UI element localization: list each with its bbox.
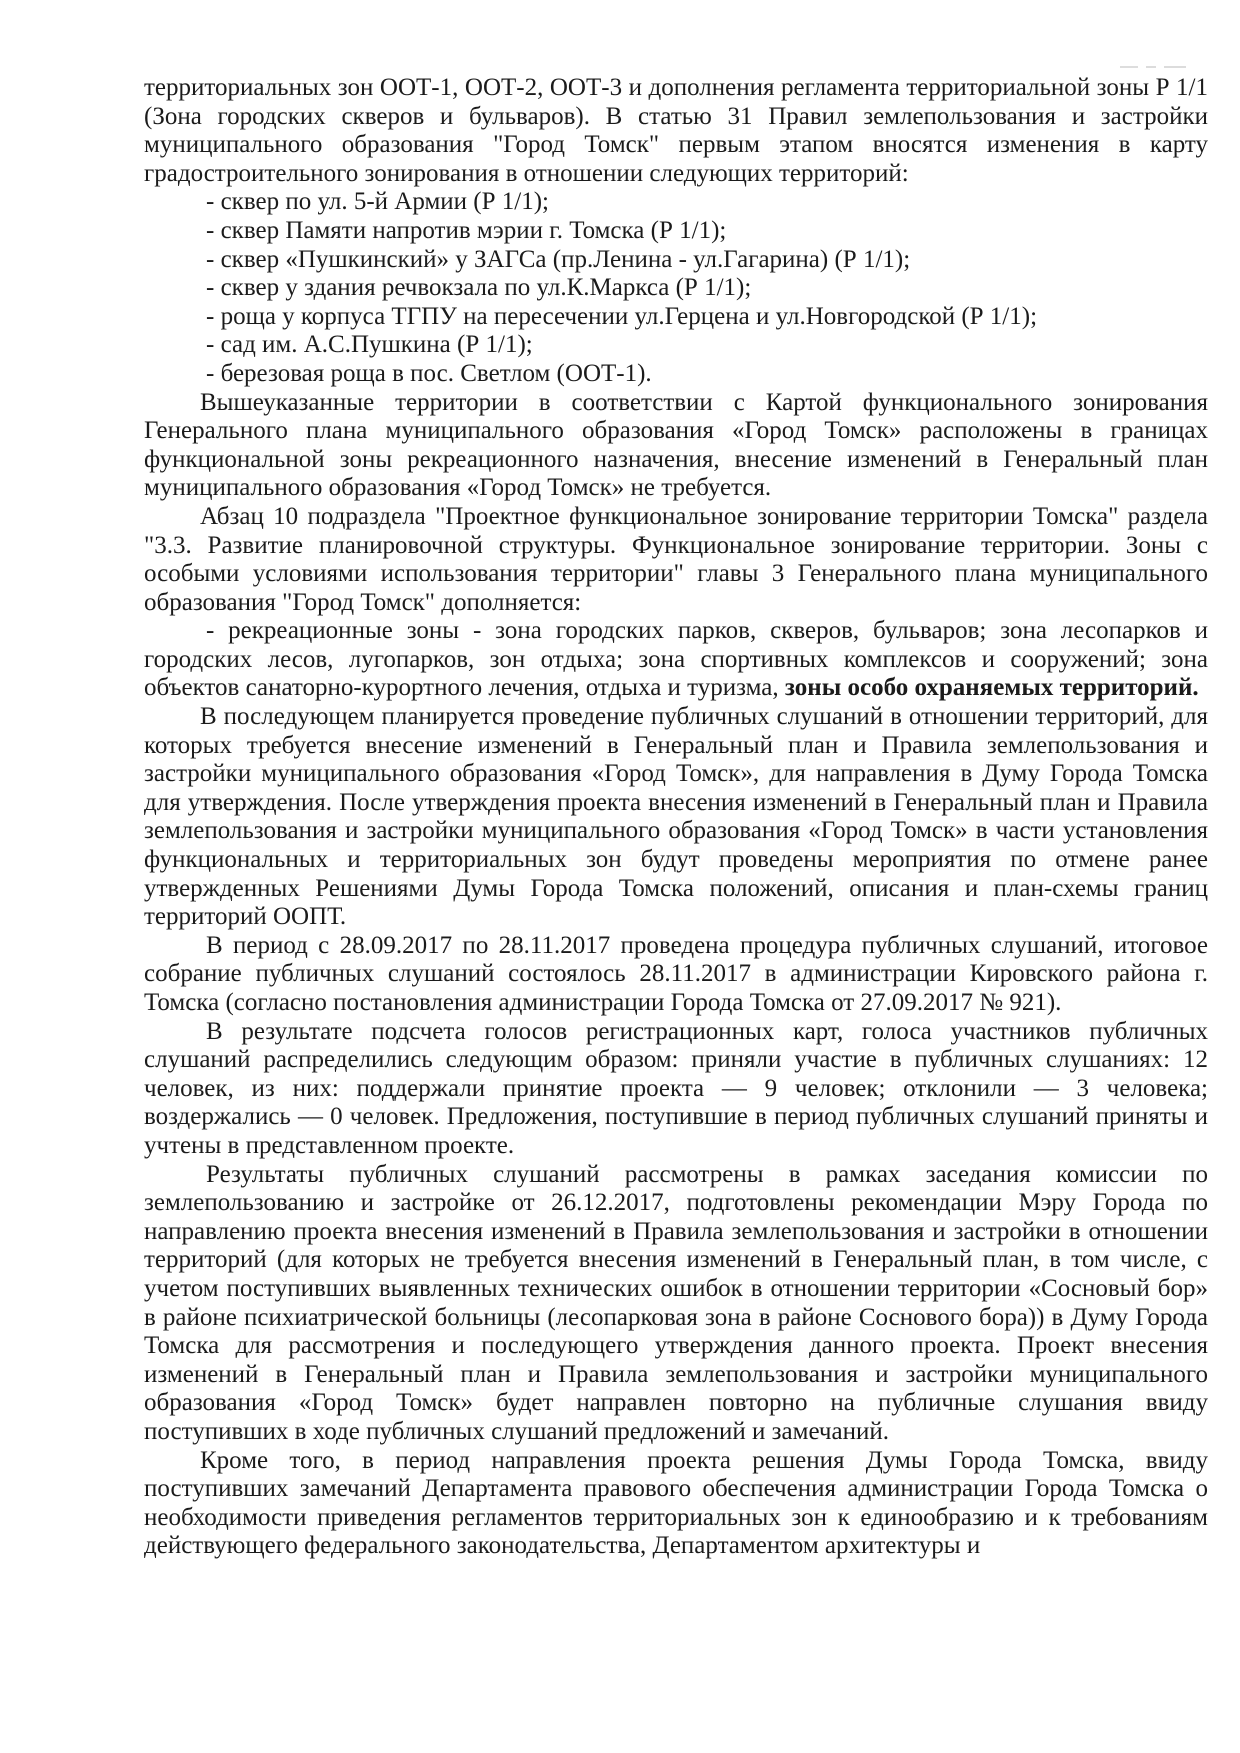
territory-list [144, 188, 1208, 388]
list-item: - сад им. А.С.Пушкина (Р 1/1); [206, 331, 533, 359]
paragraph-4-text: - рекреационные зоны - зона городских парков, скверов, бульваров; зона лесопарков и городских лесов, лугопарков, зон отдыха; зона спортивных комплексов и сооружений; зона объектов санаторно-курортного лечения, отдыха и туризма, [144, 617, 1208, 702]
paragraph-5: В последующем планируется проведение публичных слушаний в отношении территорий, для которых требуется внесение изменений в Генеральный план и Правила землепользования и застройки муниципального образования «Город Томск», для направления в Думу Города Томска для утверждения. После утверждения проекта внесения изменений в Генеральный план и Правила землепользования и застройки муниципального образования «Город Томск» в части установления функциональных и территориальных зон будут проведены мероприятия по отмене ранее утвержденных Решениями Думы Города Томска положений, описания и план-схемы границ территорий ООПТ. [144, 703, 1208, 931]
paragraph-3: Абзац 10 подраздела "Проектное функциональное зонирование территории Томска" раздела "3.3. Развитие планировочной структуры. Функциональное зонирование территории. Зоны с особыми условиями использования территории" главы 3 Генерального плана муниципального образования "Город Томск" дополняется: [144, 502, 1208, 616]
paragraph-1: территориальных зон ООТ-1, ООТ-2, ООТ-3 и дополнения регламента территориальной зоны Р 1/1 (Зона городских скверов и бульваров). В статью 31 Правил землепользования и застройки муниципального образования "Город Томск" первым этапом вносятся изменения в карту градостроительного зонирования в отношении следующих территорий: [144, 74, 1208, 187]
list-item: - сквер по ул. 5-й Армии (Р 1/1); [206, 188, 549, 216]
list-item: - сквер Памяти напротив мэрии г. Томска (Р 1/1); [206, 216, 727, 244]
paragraph-4 [144, 617, 1208, 703]
list-item: - сквер «Пушкинский» у ЗАГСа (пр.Ленина - ул.Гагарина) (Р 1/1); [206, 245, 911, 273]
scan-artifact [1120, 58, 1200, 72]
paragraph-8: Результаты публичных слушаний рассмотрены в рамках заседания комиссии по землепользованию и застройке от 26.12.2017, подготовлены рекомендации Мэру Города по направлению проекта внесения изменений в Правила землепользования и застройки в отношении территорий (для которых не требуется внесения изменений в Генеральный план, в том числе, с учетом поступивших выявленных технических ошибок в отношении территории «Сосновый бор» в районе психиатрической больницы (лесопарковая зона в районе Соснового бора)) в Думу Города Томска для рассмотрения и последующего утверждения данного проекта. Проект внесения изменений в Генеральный план и Правила землепользования и застройки муниципального образования «Город Томск» будет направлен повторно на публичные слушания ввиду поступивших в ходе публичных слушаний предложений и замечаний. [144, 1160, 1208, 1445]
list-item: - роща у корпуса ТГПУ на пересечении ул.Герцена и ул.Новгородской (Р 1/1); [206, 302, 1038, 330]
document-page [144, 74, 1208, 1561]
list-item: - березовая роща в пос. Светлом (ООТ-1). [206, 359, 652, 387]
paragraph-7: В результате подсчета голосов регистрационных карт, голоса участников публичных слушаний распределились следующим образом: приняли участие в публичных слушаниях: 12 человек, из них: поддержали принятие проекта — 9 человек; отклонили — 3 человека; воздержались — 0 человек. Предложения, поступившие в период публичных слушаний приняты и учтены в представленном проекте. [144, 1017, 1208, 1159]
list-item: - сквер у здания речвокзала по ул.К.Маркса (Р 1/1); [206, 274, 752, 302]
paragraph-2: Вышеуказанные территории в соответствии с Картой функционального зонирования Генерального плана муниципального образования «Город Томск» расположены в границах функциональной зоны рекреационного назначения, внесение изменений в Генеральный план муниципального образования «Город Томск» не требуется. [144, 388, 1208, 502]
paragraph-9: Кроме того, в период направления проекта решения Думы Города Томска, ввиду поступивших замечаний Департамента правового обеспечения администрации Города Томска о необходимости приведения регламентов территориальных зон к единообразию и к требованиям действующего федерального законодательства, Департаментом архитектуры и [144, 1446, 1208, 1560]
paragraph-6: В период с 28.09.2017 по 28.11.2017 проведена процедура публичных слушаний, итоговое собрание публичных слушаний состоялось 28.11.2017 в администрации Кировского района г. Томска (согласно постановления администрации Города Томска от 27.09.2017 № 921). [144, 931, 1208, 1016]
paragraph-4-bold: зоны особо охраняемых территорий. [784, 674, 1199, 702]
